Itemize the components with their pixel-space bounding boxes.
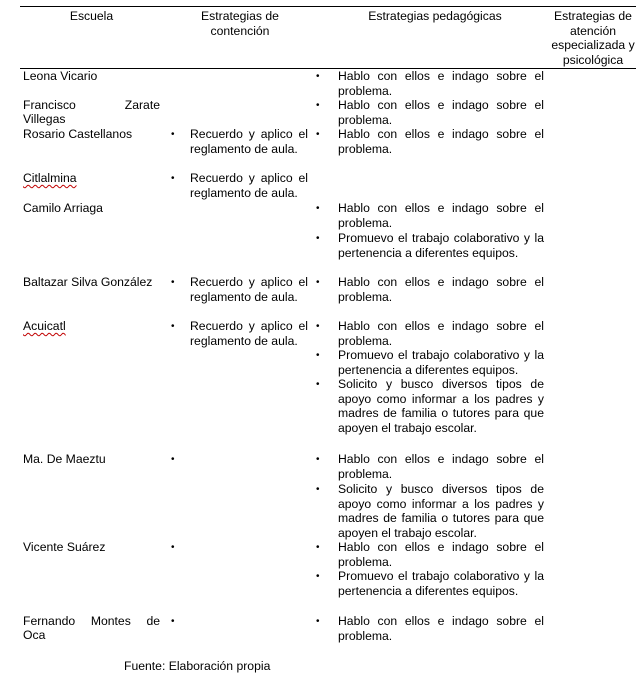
contencion-item: Recuerdo y aplico el reglamento de aula. [190,127,308,156]
school-name: Camilo Arriaga [23,201,103,215]
bullet-dot: • [316,571,320,582]
school-name: Rosario Castellanos [23,127,133,141]
pedagogica-item: Hablo con ellos e indago sobre el problema. [338,614,544,643]
school-name: Ma. De Maeztu [23,452,106,466]
pedagogica-item: Solicito y busco diversos tipos de apoyo como informar a los padres y madres de familia o tutores para que apoyen el trabajo escolar. [338,482,544,540]
header-escuela: Escuela [69,9,114,23]
school-name: Acuicatl [23,319,66,333]
contencion-item: Recuerdo y aplico el reglamento de aula. [190,275,308,304]
header-atencion: Estrategias de atención especializada y psicológica [551,9,635,67]
pedagogica-item: Hablo con ellos e indago sobre el problema. [338,98,544,127]
school-name: Baltazar Silva González [23,275,153,289]
bullet-dot: • [171,454,175,465]
bullet-dot: • [316,454,320,465]
bullet-dot: • [171,173,175,184]
bullet-dot: • [171,321,175,332]
pedagogica-item: Hablo con ellos e indago sobre el problema. [338,452,544,481]
bullet-dot: • [316,350,320,361]
bullet-dot: • [316,379,320,390]
school-name: Vicente Suárez [23,540,106,554]
bullet-dot: • [316,71,320,82]
bullet-dot: • [316,321,320,332]
bullet-dot: • [171,616,175,627]
pedagogica-item: Promuevo el trabajo colaborativo y la pertenencia a diferentes equipos. [338,569,544,598]
bullet-dot: • [316,203,320,214]
source-caption: Fuente: Elaboración propia [124,659,271,673]
bullet-dot: • [316,484,320,495]
pedagogica-item: Hablo con ellos e indago sobre el problema. [338,319,544,348]
school-name-cont: Villegas [23,112,66,126]
pedagogica-item: Promuevo el trabajo colaborativo y la pertenencia a diferentes equipos. [338,348,544,377]
pedagogica-item: Hablo con ellos e indago sobre el problema. [338,275,544,304]
bullet-dot: • [316,277,320,288]
pedagogica-item: Hablo con ellos e indago sobre el problema. [338,201,544,230]
contencion-item: Recuerdo y aplico el reglamento de aula. [190,171,308,200]
bullet-dot: • [316,542,320,553]
bullet-dot: • [316,616,320,627]
header-contencion: Estrategias de contención [201,9,279,38]
bullet-dot: • [316,100,320,111]
pedagogica-item: Hablo con ellos e indago sobre el problema. [338,540,544,569]
school-name-cont: Oca [23,628,46,642]
table-top-rule [20,6,636,7]
pedagogica-item: Hablo con ellos e indago sobre el problema. [338,127,544,156]
contencion-item: Recuerdo y aplico el reglamento de aula. [190,319,308,348]
school-name: Leona Vicario [23,69,98,83]
bullet-dot: • [171,277,175,288]
school-name: Francisco Zarate [23,98,160,112]
bullet-dot: • [316,129,320,140]
bullet-dot: • [316,233,320,244]
bullet-dot: • [171,542,175,553]
school-name: Fernando Montes de [23,614,160,628]
school-name: Citlalmina [23,171,77,185]
header-pedagogicas: Estrategias pedagógicas [368,9,502,23]
pedagogica-item: Hablo con ellos e indago sobre el problema. [338,69,544,98]
pedagogica-item: Promuevo el trabajo colaborativo y la pertenencia a diferentes equipos. [338,231,544,260]
pedagogica-item: Solicito y busco diversos tipos de apoyo como informar a los padres y madres de familia o tutores para que apoyen el trabajo escolar. [338,377,544,435]
bullet-dot: • [171,129,175,140]
